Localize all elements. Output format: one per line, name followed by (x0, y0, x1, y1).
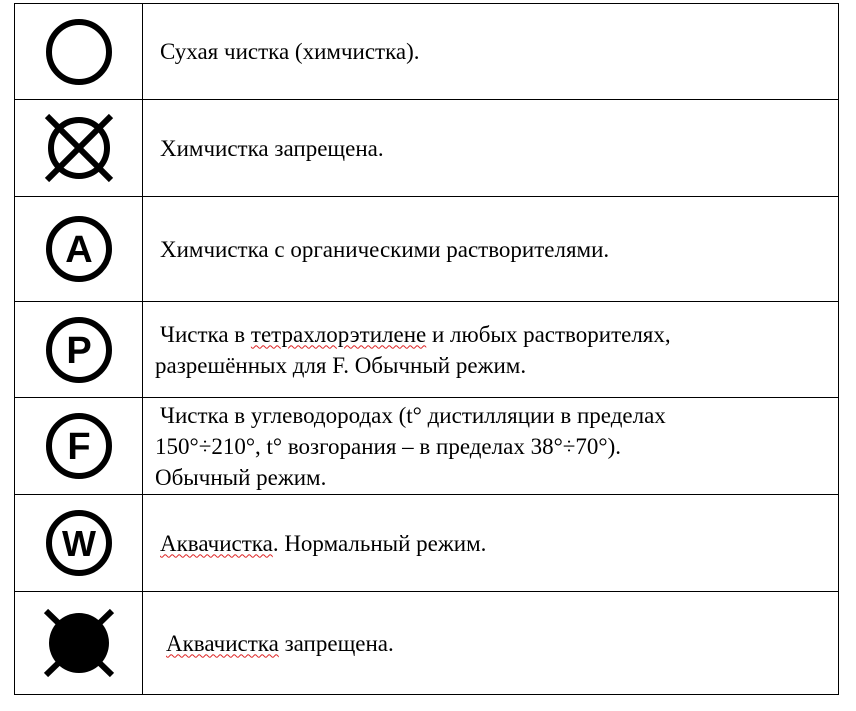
description-text: запрещена. (278, 630, 394, 656)
description-line (155, 631, 394, 656)
description-cell (143, 398, 839, 495)
symbol-cell (15, 4, 143, 100)
spellcheck-word: Аквачистка (160, 530, 273, 556)
description-line: 150°÷210°, t° возгорания – в пределах 38°÷70°). (155, 433, 622, 459)
symbol-cell (15, 495, 143, 592)
circle-w-icon (39, 503, 119, 583)
symbol-cell (15, 592, 143, 695)
circle-icon (39, 12, 119, 92)
circle-a-icon (39, 209, 119, 289)
table-row (15, 495, 839, 592)
description-cell (143, 495, 839, 592)
spellcheck-word: Аквачистка (166, 630, 279, 656)
symbol-letter: W (61, 523, 96, 564)
description-cell (143, 4, 839, 100)
description-line: Обычный режим. (155, 464, 327, 490)
table-row (15, 4, 839, 100)
symbol-cell (15, 197, 143, 302)
symbol-cell (15, 100, 143, 197)
spellcheck-word: тетрахлорэтилене (250, 321, 427, 347)
crossed-circle-icon (37, 108, 121, 188)
dry-cleaning-symbols-table (14, 3, 839, 695)
description-line (155, 531, 486, 556)
table-row (15, 398, 839, 495)
symbol-letter: A (64, 229, 93, 271)
description-cell (143, 592, 839, 695)
description-line (155, 319, 830, 350)
symbol-cell (15, 302, 143, 398)
table-row (15, 302, 839, 398)
description-cell (143, 100, 839, 197)
description-text: и любых растворителях, (426, 321, 671, 347)
description-text: Химчистка с органическими растворителями. (160, 236, 610, 262)
circle-p-icon (39, 310, 119, 390)
description-text: Сухая чистка (химчистка). (160, 39, 420, 64)
description-line: разрешённых для F. Обычный режим. (155, 352, 527, 378)
symbol-letter: F (66, 426, 91, 468)
circle-f-icon (39, 406, 119, 486)
description-text: Чистка в (160, 321, 251, 347)
table-row (15, 197, 839, 302)
symbol-letter: P (65, 329, 92, 372)
symbol-cell (15, 398, 143, 495)
description-cell (143, 197, 839, 302)
table-row (15, 100, 839, 197)
description-text: . Нормальный режим. (272, 530, 487, 556)
description-cell (143, 302, 839, 398)
table-row (15, 592, 839, 695)
description-text: Химчистка запрещена. (160, 135, 384, 161)
description-line: Чистка в углеводородах (t° дистилляции в пределах (160, 402, 666, 428)
filled-crossed-circle-icon (34, 603, 124, 683)
